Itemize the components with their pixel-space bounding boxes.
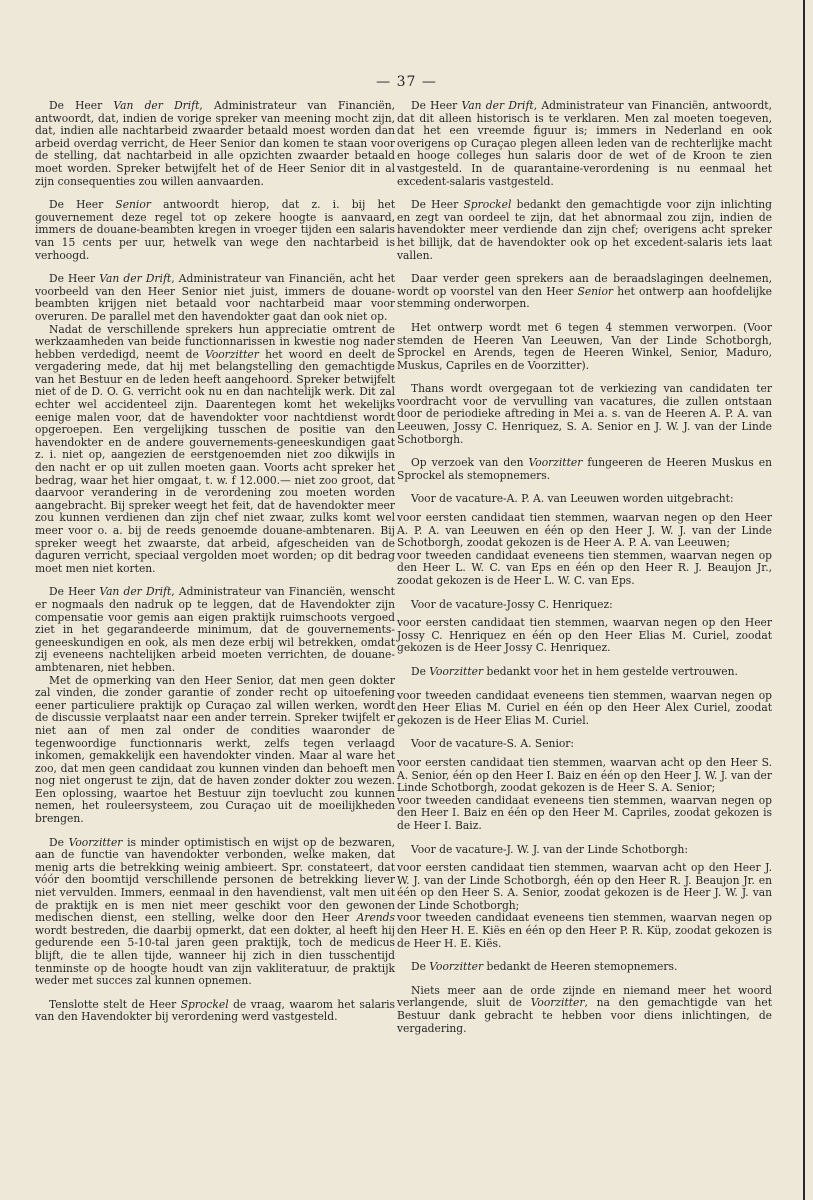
paragraph: voor eersten candidaat tien stemmen, waarvan negen op den Heer Jossy C. Henriquez en één op den Heer Elias M. Curiel, zoodat gekozen is de Heer Jossy C. Henriquez. — [397, 616, 772, 655]
paragraph: voor tweeden candidaat eveneens tien stemmen, waarvan negen op den Heer L. W. C. van Eps en één op den Heer R. J. Beaujon Jr., zoodat gekozen is de Heer L. W. C. van Eps. — [397, 548, 772, 587]
left-column — [35, 100, 395, 1035]
paragraph: De Heer Van der Drift, Administrateur van Financiën, antwoordt, dat dit alleen historisch is te verklaren. Men zal moeten toegeven, dat het een vreemde figuur is; immers in Nederland en ook overigens op Curaçao plegen alleen leden van de rechterlijke macht en hooge colleges hun salaris door de wet of de Kroon te zien vastgesteld. In de quarantaine-verordening is nu eenmaal het excedent-salaris vastgesteld. — [397, 99, 772, 188]
paragraph: voor eersten candidaat tien stemmen, waarvan acht op den Heer J. W. J. van der Linde Schotborgh, één op den Heer R. J. Beaujon Jr. en één op den Heer S. A. Senior, zoodat gekozen is de Heer J. W. J. van der Linde Schotborgh; — [397, 861, 772, 912]
paragraph: voor tweeden candidaat eveneens tien stemmen, waarvan negen op den Heer H. E. Kiës en één op den Heer P. R. Küp, zoodat gekozen is de Heer H. E. Kiës. — [397, 911, 772, 950]
page-number: — 37 — — [376, 74, 437, 90]
paragraph: voor eersten candidaat tien stemmen, waarvan negen op den Heer A. P. A. van Leeuwen en één op den Heer J. W. J. van der Linde Schotborgh, zoodat gekozen is de Heer A. P. A. van Leeuwen; — [397, 511, 772, 550]
paragraph: De Voorzitter bedankt de Heeren stemopnemers. — [411, 960, 678, 974]
paragraph: De Heer Sprockel bedankt den gemachtigde voor zijn inlichting en zegt van oordeel te zijn, dat het abnormaal zou zijn, indien de havendokter meer verdiende dan zijn chef; overigens acht spreker het billijk, dat de havendokter ook op het excedent-salaris iets laat vallen. — [397, 198, 772, 262]
paragraph: voor tweeden candidaat eveneens tien stemmen, waarvan negen op den Heer Elias M. Curiel en één op den Heer Alex Curiel, zoodat gekozen is de Heer Elias M. Curiel. — [397, 688, 772, 727]
paragraph: De Voorzitter bedankt voor het in hem gestelde vertrouwen. — [411, 664, 738, 678]
paragraph: De Voorzitter is minder optimistisch en wijst op de bezwaren, aan de functie van havendokter verbonden, welke maken, dat menig arts die betrekking weinig ambieert. Spr. constateert, dat vóór den boomtijd verschillende personen de betrekking liever niet vervulden. Immers, eenmaal in den havendienst, valt men uit de praktijk en is men niet meer geschikt voor den gewonen medischen dienst, een stelling, welke door den Heer Arends wordt bestreden, die daarbij opmerkt, dat een dokter, al heeft hij gedurende een 5-10-tal jaren geen praktijk, toch de medicus blijft, die te allen tijde, wanneer hij zich in dien tusschentijd tenminste op de hoogte houdt van zijn vakliteratuur, de praktijk weder met succes zal kunnen opnemen. — [35, 835, 395, 988]
paragraph: Thans wordt overgegaan tot de verkiezing van candidaten ter voordracht voor de vervulling van vacatures, die zullen ontstaan door de periodieke aftreding in Mei a. s. van de Heeren A. P. A. van Leeuwen, Jossy C. Henriquez, S. A. Senior en J. W. J. van der Linde Schotborgh. — [397, 382, 772, 446]
paragraph: Voor de vacature-A. P. A. van Leeuwen worden uitgebracht: — [411, 492, 734, 506]
paragraph: Voor de vacature-J. W. J. van der Linde Schotborgh: — [411, 842, 689, 856]
paragraph: voor tweeden candidaat eveneens tien stemmen, waarvan negen op den Heer I. Baiz en één op den Heer M. Capriles, zoodat gekozen is de Heer I. Baiz. — [397, 793, 772, 832]
paragraph: Nadat de verschillende sprekers hun appreciatie omtrent de werkzaamheden van beide functionnarissen in kwestie nog nader hebben verdedigd, neemt de Voorzitter het woord en deelt de vergadering mede, dat hij met belangstelling den gemachtigde van het Bestuur en de leden heeft aangehoord. Spreker betwijfelt niet of de D. O. G. verricht ook nu en dan nachtelijk werk. Dit zal echter wel accidenteel zijn. Daarentegen komt het wekelijks eenige malen voor, dat de havendokter voor nachtdienst wordt opgeroepen. Een vergelijking tusschen de positie van den havendokter en de andere gouvernements-geneeskundigen gaat z. i. niet op, aangezien de eerstgenoemden niet zoo dikwijls in den nacht er op uit zullen moeten gaan. Voorts acht spreker het bedrag, waar het hier omgaat, t. w. f 12.000.— niet zoo groot, dat daarvoor verandering in de verordening zou moeten worden aangebracht. Bij spreker weegt het feit, dat de havendokter meer zou kunnen verdienen dan zijn chef niet zwaar, zulks komt wel meer voor o. a. bij de reeds genoemde douane-ambtenaren. Bij spreker weegt het zwaarste, dat arbeid, afgescheiden van de daguren verricht, speciaal vergolden moet worden; op dit bedrag moet men niet korten. — [35, 322, 395, 575]
right-column — [397, 100, 772, 1046]
paragraph: De Heer Van der Drift, Administrateur van Financiën, antwoordt, dat, indien de vorige spreker van meening mocht zijn, dat, indien alle nachtarbeid zwaarder betaald moest worden dan arbeid overdag verricht, de Heer Senior dan komen te staan voor de stelling, dat nachtarbeid in alle opzichten zwaarder betaald moet worden. Spreker betwijfelt het of de Heer Senior dit in al zijn consequenties zou willen aanvaarden. — [35, 99, 395, 188]
paragraph: Met de opmerking van den Heer Senior, dat men geen dokter zal vinden, die zonder garantie of zonder recht op uitoefening eener particuliere praktijk op Curaçao zal willen werken, wordt de discussie verplaatst naar een ander terrein. Spreker twijfelt er niet aan of men zal onder de condities waaronder de tegenwoordige functionnaris werkt, zelfs tegen verlaagd inkomen, gemakkelijk een havendokter vinden. Maar al ware het zoo, dat men geen candidaat zou kunnen vinden dan behoeft men nog niet ongerust te zijn, dat de haven zonder dokter zou wezen. Een oplossing, waartoe het Bestuur zijn toevlucht zou kunnen nemen, het rouleersysteem, zou Curaçao uit de moeilijkheden brengen. — [35, 673, 395, 826]
paragraph: Tenslotte stelt de Heer Sprockel de vraag, waarom het salaris van den Havendokter bij verordening werd vastgesteld. — [35, 997, 395, 1024]
paragraph: De Heer Senior antwoordt hierop, dat z. i. bij het gouvernement deze regel tot op zekere hoogte is aanvaard, immers de douane-beambten kregen in vroeger tijden een salaris van 15 cents per uur, hetwelk van wege den nachtarbeid is verhoogd. — [35, 198, 395, 262]
paragraph: Niets meer aan de orde zijnde en niemand meer het woord verlangende, sluit de Voorzitter, na den gemachtigde van het Bestuur dank gebracht te hebben voor diens inlichtingen, de vergadering. — [397, 983, 772, 1035]
paragraph: Daar verder geen sprekers aan de beraadslagingen deelnemen, wordt op voorstel van den Heer Senior het ontwerp aan hoofdelijke stemming onderworpen. — [397, 272, 772, 311]
paragraph: Op verzoek van den Voorzitter fungeeren de Heeren Muskus en Sprockel als stemopnemers. — [397, 456, 773, 482]
paragraph: Voor de vacature-Jossy C. Henriquez: — [411, 597, 613, 611]
paragraph: De Heer Van der Drift, Administrateur van Financiën, wenscht er nogmaals den nadruk op te leggen, dat de Havendokter zijn compensatie voor gemis aan eigen praktijk ruimschoots vergoed ziet in het gegarandeerde minimum, dat de gouvernements-geneeskundigen en ook, als men deze erbij wil betrekken, omdat zij eveneens nachtelijken arbeid moeten verrichten, de douane-ambtenaren, niet hebben. — [35, 585, 395, 674]
paragraph: De Heer Van der Drift, Administrateur van Financiën, acht het voorbeeld van den Heer Senior niet juist, immers de douane-beambten krijgen niet betaald voor nachtarbeid maar voor overuren. De parallel met den havendokter gaat dan ook niet op. — [35, 272, 395, 323]
paragraph: Voor de vacature-S. A. Senior: — [411, 737, 575, 751]
paragraph: Het ontwerp wordt met 6 tegen 4 stemmen verworpen. (Voor stemden de Heeren Van Leeuwen, Van der Linde Schotborgh, Sprockel en Arends, tegen de Heeren Winkel, Senior, Maduro, Muskus, Capriles en de Voorzitter). — [397, 320, 772, 372]
page-edge-rule — [803, 0, 805, 1200]
paragraph: voor eersten candidaat tien stemmen, waarvan acht op den Heer S. A. Senior, één op den Heer I. Baiz en één op den Heer J. W. J. van der Linde Schotborgh, zoodat gekozen is de Heer S. A. Senior; — [397, 755, 772, 795]
